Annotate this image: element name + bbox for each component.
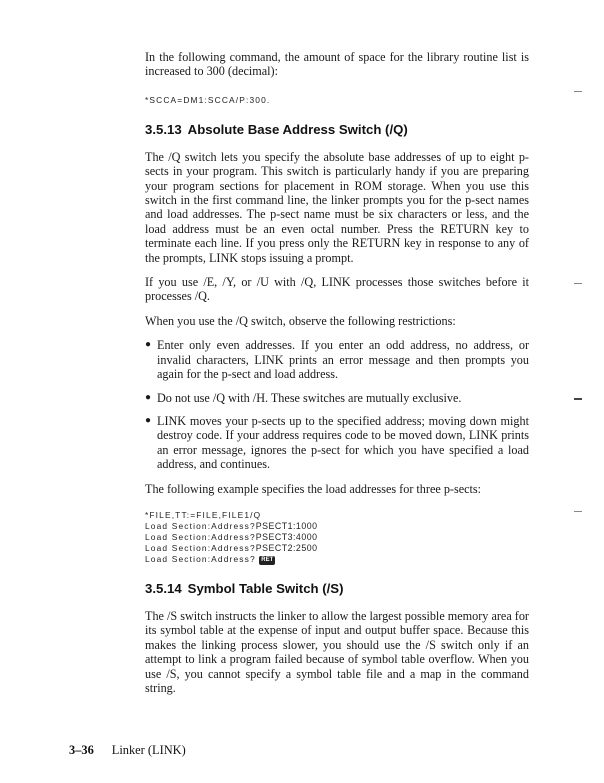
example-line xyxy=(145,532,529,543)
example-intro: The following example specifies the load addresses for three p-sects: xyxy=(145,481,482,496)
prompt-text: Load Section:Address? xyxy=(145,542,256,553)
prompt-text: Load Section:Address? xyxy=(145,520,256,531)
response-text: PSECT3:4000 xyxy=(255,531,318,542)
section-title: Symbol Table Switch (/S) xyxy=(187,580,344,596)
response-text: PSECT1:1000 xyxy=(255,520,318,531)
main-column xyxy=(145,0,529,725)
restrictions-list xyxy=(145,338,529,471)
intro-command: *SCCA=DM1:SCCA/P:300. xyxy=(145,94,271,105)
intro-paragraph: In the following command, the amount of space for the library routine list is increased to 300 (decimal): xyxy=(145,50,529,79)
bullet-icon: ● xyxy=(145,339,152,351)
section-heading-3-5-13 xyxy=(145,122,529,138)
section-number: 3.5.14 xyxy=(145,580,182,596)
prompt-text: Load Section:Address? xyxy=(145,531,256,542)
example-command: *FILE,TT:=FILE,FILE1/Q xyxy=(145,509,262,520)
list-item-text: Do not use /Q with /H. These switches are mutually exclusive. xyxy=(157,390,462,405)
margin-mark xyxy=(574,511,582,512)
return-key-icon: RET xyxy=(261,556,274,563)
section-title: Absolute Base Address Switch (/Q) xyxy=(187,121,408,137)
chapter-title: Linker (LINK) xyxy=(111,743,186,758)
list-item xyxy=(145,391,529,405)
example-code-block xyxy=(145,510,529,565)
list-item-text: Enter only even addresses. If you enter an odd address, no address, or invalid characters, LINK prints an error message and then prompts you again for the p-sect and load address. xyxy=(157,338,529,382)
section-2-paragraph: The /S switch instructs the linker to allow the largest possible memory area for its symbol table at the expense of input and output buffer space. Because this makes the linking process slower, you should use the /S switch only if an attempt to link a program failed because of symbol table overflow. When you use /S, you cannot specify a symbol table file and a map in the command string. xyxy=(145,608,529,695)
section-heading-3-5-14 xyxy=(145,581,529,597)
list-item xyxy=(145,338,529,381)
bullet-icon: ● xyxy=(145,391,152,403)
margin-mark xyxy=(574,283,582,284)
response-text: PSECT2:2500 xyxy=(255,542,318,553)
margin-mark xyxy=(574,398,582,400)
example-line xyxy=(145,543,529,554)
page-number: 3–36 xyxy=(69,743,94,758)
example-line xyxy=(145,521,529,532)
page-footer xyxy=(69,743,604,778)
section-1-paragraph-2: If you use /E, /Y, or /U with /Q, LINK processes those switches before it processes /Q. xyxy=(145,275,529,304)
margin-mark xyxy=(574,91,582,92)
bullet-icon: ● xyxy=(145,414,152,426)
list-item-text: LINK moves your p-sects up to the specified address; moving down might destroy code. If your address requires code to be moved down, LINK prints an error message, ignores the p-sect for which you have specified a load address, and continues. xyxy=(157,413,529,472)
list-item xyxy=(145,414,529,472)
section-1-paragraph-1: The /Q switch lets you specify the absolute base addresses of up to eight p-sects in your program. This switch is particularly handy if you are preparing your program sections for placement in ROM storage. When you use this switch in the first command line, the linker prompts you for the p-sect names and load addresses. The p-sect name must be six characters or less, and the load address must be an even octal number. Press the RETURN key to terminate each line. If you press only the RETURN key in response to any of the prompts, LINK stops issuing a prompt. xyxy=(145,149,529,265)
section-number: 3.5.13 xyxy=(145,121,182,137)
example-line xyxy=(145,554,529,565)
prompt-text: Load Section:Address? xyxy=(145,553,256,564)
section-1-paragraph-3: When you use the /Q switch, observe the following restrictions: xyxy=(145,313,456,328)
